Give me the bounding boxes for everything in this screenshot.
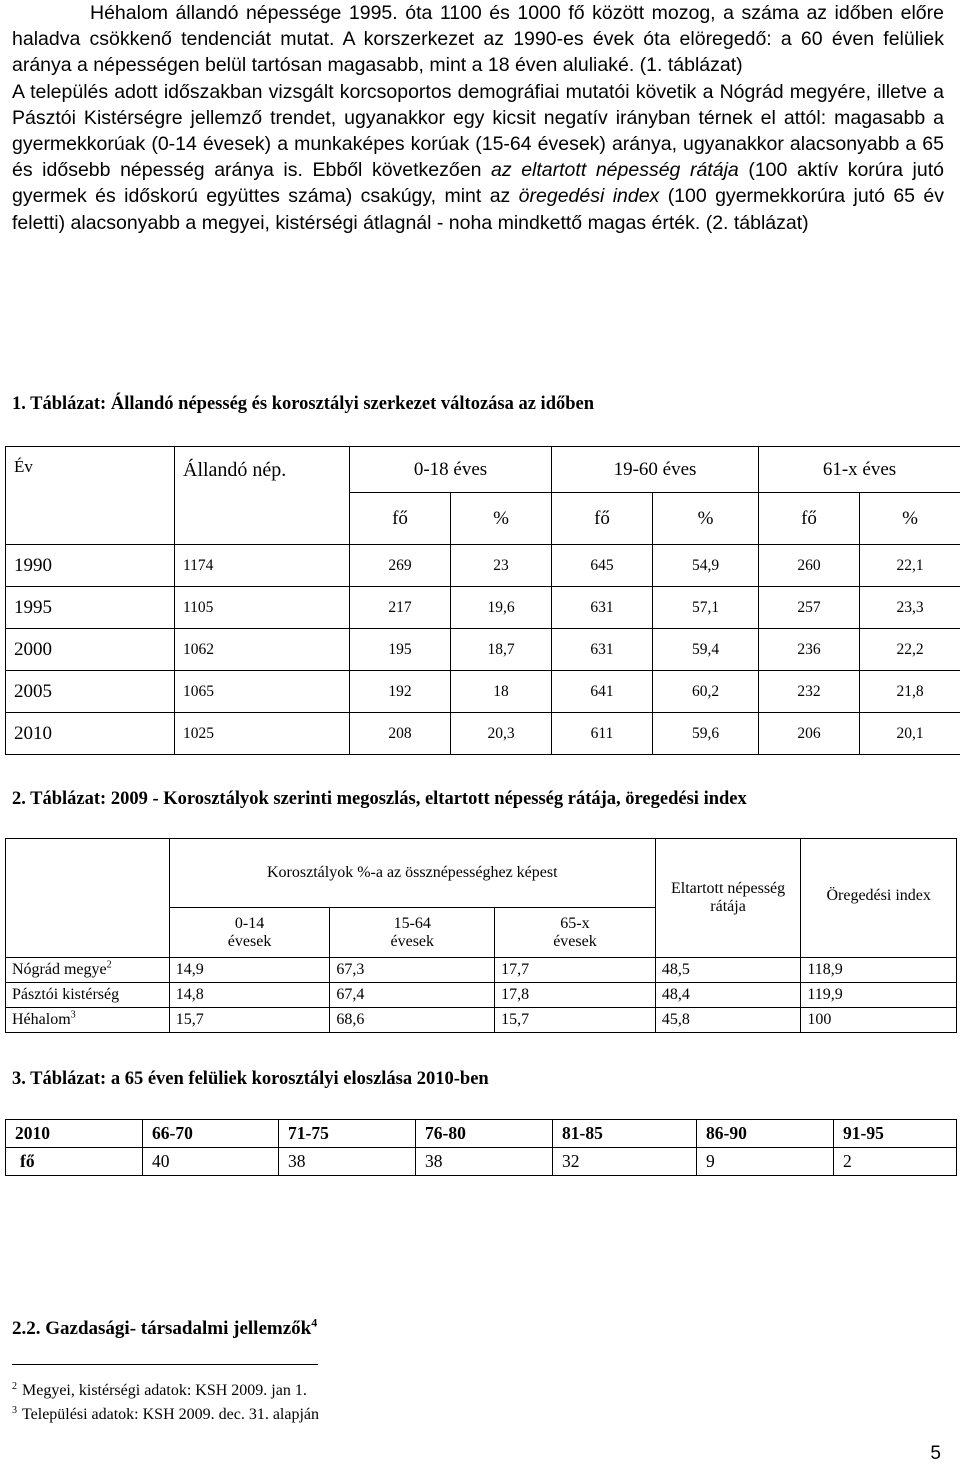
value-cell: 100 — [801, 1008, 957, 1033]
value-cell: 1174 — [175, 545, 350, 587]
year-cell: 1990 — [6, 545, 175, 587]
section-heading: 2.2. Gazdasági- társadalmi jellemzők$^4$ — [12, 1315, 318, 1339]
age-0-14: 0-14 évesek — [169, 908, 330, 958]
population-table — [5, 446, 960, 755]
value-cell: 23 — [451, 545, 552, 587]
value-cell: 14,8 — [169, 983, 330, 1008]
table-row — [6, 671, 960, 713]
value-cell: 236 — [759, 629, 860, 671]
subheader: % — [860, 493, 960, 545]
table-row — [6, 629, 960, 671]
body-text — [12, 0, 944, 236]
value-cell: 192 — [350, 671, 451, 713]
value-cell: 15,7 — [495, 1008, 656, 1033]
table-row — [6, 1148, 957, 1176]
value-cell: 195 — [350, 629, 451, 671]
value-cell: 18 — [451, 671, 552, 713]
col-header-0-18: 0-18 éves — [350, 447, 552, 493]
col-header-population: Állandó nép. — [175, 447, 350, 545]
value-cell: 645 — [552, 545, 653, 587]
value-cell: 57,1 — [653, 587, 759, 629]
value-cell: 9 — [697, 1148, 834, 1176]
value-cell: 1025 — [175, 713, 350, 755]
footnote-divider — [12, 1364, 318, 1365]
value-cell: 641 — [552, 671, 653, 713]
value-cell: 23,3 — [860, 587, 960, 629]
col-header-year: Év — [6, 447, 175, 545]
aging-header: Öregedési index — [801, 839, 957, 958]
value-cell: 60,2 — [653, 671, 759, 713]
paragraph-1: Héhalom állandó népessége 1995. óta 1100 és 1000 fő között mozog, a száma az időben előre haladva csökkenő tendenciát mutat. A korszerkezet az 1990-es évek óta elöregedő: a 60 éven felüliek aránya a népességen belül tartósan magasabb, mint a 18 éven aluliaké. (1. táblázat) — [12, 2, 944, 77]
value-cell: 232 — [759, 671, 860, 713]
row-label: fő — [6, 1148, 143, 1176]
age-15-64: 15-64 évesek — [330, 908, 495, 958]
page-number: 5 — [930, 1443, 941, 1464]
value-cell: 14,9 — [169, 958, 330, 983]
table-row — [6, 983, 957, 1008]
header-cell: 71-75 — [279, 1120, 416, 1148]
value-cell: 59,6 — [653, 713, 759, 755]
value-cell: 22,1 — [860, 545, 960, 587]
value-cell: 206 — [759, 713, 860, 755]
value-cell: 20,1 — [860, 713, 960, 755]
value-cell: 67,3 — [330, 958, 495, 983]
year-cell: 1995 — [6, 587, 175, 629]
row-label: Héhalom$^3$ — [6, 1008, 170, 1033]
value-cell: 2 — [834, 1148, 957, 1176]
value-cell: 17,8 — [495, 983, 656, 1008]
subheader: fő — [552, 493, 653, 545]
footnote-2: $^2$ Megyei, kistérségi adatok: KSH 2009. jan 1. — [12, 1380, 307, 1399]
elderly-distribution-table — [5, 1119, 957, 1176]
table-row — [6, 545, 960, 587]
value-cell: 208 — [350, 713, 451, 755]
value-cell: 21,8 — [860, 671, 960, 713]
value-cell: 631 — [552, 629, 653, 671]
value-cell: 45,8 — [655, 1008, 801, 1033]
value-cell: 38 — [279, 1148, 416, 1176]
value-cell: 269 — [350, 545, 451, 587]
value-cell: 1065 — [175, 671, 350, 713]
header-cell: 76-80 — [416, 1120, 553, 1148]
table-row — [6, 1008, 957, 1033]
value-cell: 54,9 — [653, 545, 759, 587]
empty-corner — [6, 839, 170, 958]
value-cell: 68,6 — [330, 1008, 495, 1033]
dependency-header: Eltartott népesség rátája — [655, 839, 801, 958]
year-cell: 2010 — [6, 713, 175, 755]
value-cell: 67,4 — [330, 983, 495, 1008]
value-cell: 15,7 — [169, 1008, 330, 1033]
value-cell: 48,4 — [655, 983, 801, 1008]
subheader: fő — [759, 493, 860, 545]
value-cell: 38 — [416, 1148, 553, 1176]
age-distribution-table — [5, 838, 957, 1033]
age-65x: 65-x évesek — [495, 908, 656, 958]
value-cell: 1105 — [175, 587, 350, 629]
subheader: fő — [350, 493, 451, 545]
subheader: % — [451, 493, 552, 545]
col-header-61x: 61-x éves — [759, 447, 960, 493]
value-cell: 40 — [143, 1148, 279, 1176]
value-cell: 17,7 — [495, 958, 656, 983]
table-row — [6, 958, 957, 983]
table-row — [6, 587, 960, 629]
footnote-3: $^3$ Települési adatok: KSH 2009. dec. 31. alapján — [12, 1404, 320, 1423]
table-row — [6, 1120, 957, 1148]
header-cell: 86-90 — [697, 1120, 834, 1148]
row-label: Pásztói kistérség — [6, 983, 170, 1008]
value-cell: 32 — [553, 1148, 697, 1176]
table1-caption: 1. Táblázat: Állandó népesség és korosztályi szerkezet változása az időben — [12, 394, 595, 414]
year-cell: 2005 — [6, 671, 175, 713]
subheader: % — [653, 493, 759, 545]
col-header-19-60: 19-60 éves — [552, 447, 759, 493]
value-cell: 59,4 — [653, 629, 759, 671]
value-cell: 19,6 — [451, 587, 552, 629]
value-cell: 611 — [552, 713, 653, 755]
value-cell: 22,2 — [860, 629, 960, 671]
group-header: Korosztályok %-a az össznépességhez képest — [169, 839, 655, 908]
value-cell: 119,9 — [801, 983, 957, 1008]
paragraph-2: A település adott időszakban vizsgált korcsoportos demográfiai mutatói követik a Nógrád megyére, illetve a Pásztói Kistérségre jellemző trendet, ugyanakkor egy kicsit negatív irányban térnek el attól: magasabb a gyermekkorúak (0-14 évesek) a munkaképes korúak (15-64 évesek) aránya, ugyanakkor alacsonyabb a 65 és idősebb népesség aránya is. Ebből következően az eltartott népesség rátája (100 aktív korúra jutó gyermek és időskorú együttes száma) csakúgy, mint az öregedési index (100 gyermekkorúra jutó 65 év feletti) alacsonyabb a megyei, kistérségi átlagnál - noha mindkettő magas érték. (2. táblázat) — [12, 80, 944, 234]
value-cell: 118,9 — [801, 958, 957, 983]
value-cell: 18,7 — [451, 629, 552, 671]
table3-caption: 3. Táblázat: a 65 éven felüliek korosztályi eloszlása 2010-ben — [12, 1069, 489, 1089]
header-cell: 66-70 — [143, 1120, 279, 1148]
value-cell: 20,3 — [451, 713, 552, 755]
header-cell: 91-95 — [834, 1120, 957, 1148]
year-cell: 2000 — [6, 629, 175, 671]
value-cell: 260 — [759, 545, 860, 587]
header-cell: 2010 — [6, 1120, 143, 1148]
value-cell: 257 — [759, 587, 860, 629]
header-cell: 81-85 — [553, 1120, 697, 1148]
value-cell: 1062 — [175, 629, 350, 671]
value-cell: 631 — [552, 587, 653, 629]
table-row — [6, 713, 960, 755]
table2-caption: 2. Táblázat: 2009 - Korosztályok szerinti megoszlás, eltartott népesség rátája, öregedési index — [12, 789, 747, 809]
value-cell: 48,5 — [655, 958, 801, 983]
row-label: Nógrád megye$^2$ — [6, 958, 170, 983]
value-cell: 217 — [350, 587, 451, 629]
